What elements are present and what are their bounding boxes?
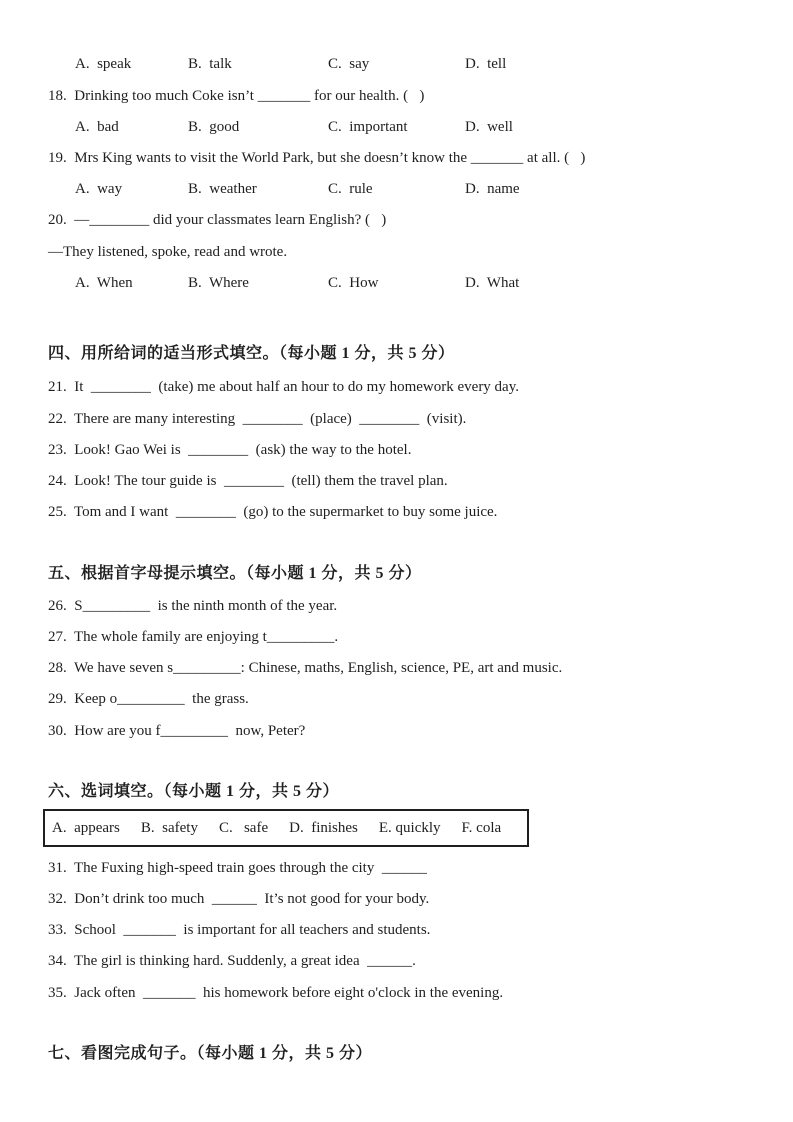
option-b: B. good [188, 119, 240, 135]
option-a: A. speak [75, 56, 132, 72]
option-d: D. name [465, 181, 520, 197]
option-d: D. tell [465, 56, 507, 72]
question-29: 29. Keep o_________ the grass. [48, 691, 249, 707]
word-bank-item: A. appears [52, 820, 120, 836]
question-20: 20. —________ did your classmates learn English? ( ) [48, 212, 387, 228]
option-b: B. Where [188, 275, 249, 291]
options-row-q17 [75, 54, 506, 74]
option-b: B. weather [188, 181, 257, 197]
section-5-heading: 五、根据首字母提示填空。（每小题 1 分，共 5 分） [48, 565, 422, 582]
question-34: 34. The girl is thinking hard. Suddenly, a great idea ______. [48, 953, 416, 969]
question-21: 21. It ________ (take) me about half an hour to do my homework every day. [48, 379, 519, 395]
question-20-reply: —They listened, spoke, read and wrote. [48, 244, 288, 260]
options-row-q18 [75, 117, 513, 137]
option-a: A. bad [75, 119, 119, 135]
word-bank-item: B. safety [140, 820, 198, 836]
options-row-q19 [75, 179, 520, 199]
question-18: 18. Drinking too much Coke isn’t _______ for our health. ( ) [48, 88, 425, 104]
question-33: 33. School _______ is important for all teachers and students. [48, 922, 431, 938]
question-26: 26. S_________ is the ninth month of the year. [48, 598, 338, 614]
option-d: D. well [465, 119, 513, 135]
options-row-q20 [75, 273, 519, 293]
question-19: 19. Mrs King wants to visit the World Park, but she doesn’t know the _______ at all. ( ) [48, 150, 586, 166]
option-c: C. How [328, 275, 379, 291]
option-d: D. What [465, 275, 520, 291]
option-b: B. talk [188, 56, 232, 72]
option-c: C. say [328, 56, 370, 72]
word-bank-item: D. finishes [289, 820, 358, 836]
question-30: 30. How are you f_________ now, Peter? [48, 723, 306, 739]
option-a: A. When [75, 275, 133, 291]
question-22: 22. There are many interesting ________ (place) ________ (visit). [48, 411, 467, 427]
word-bank-item: F. cola [461, 820, 502, 836]
section-6-heading: 六、选词填空。（每小题 1 分，共 5 分） [48, 783, 340, 800]
word-bank-item: E. quickly [378, 820, 441, 836]
section-7-heading: 七、看图完成句子。（每小题 1 分，共 5 分） [48, 1045, 373, 1062]
option-c: C. important [328, 119, 408, 135]
word-bank-item: C. safe [218, 820, 269, 836]
question-31: 31. The Fuxing high-speed train goes through the city ______ [48, 860, 427, 876]
section-4-heading: 四、用所给词的适当形式填空。（每小题 1 分，共 5 分） [48, 345, 455, 362]
question-35: 35. Jack often _______ his homework before eight o'clock in the evening. [48, 985, 504, 1001]
question-28: 28. We have seven s_________: Chinese, maths, English, science, PE, art and music. [48, 660, 563, 676]
question-23: 23. Look! Gao Wei is ________ (ask) the way to the hotel. [48, 442, 412, 458]
word-bank-box [43, 809, 529, 847]
question-32: 32. Don’t drink too much ______ It’s not good for your body. [48, 891, 430, 907]
option-c: C. rule [328, 181, 373, 197]
question-24: 24. Look! The tour guide is ________ (tell) them the travel plan. [48, 473, 448, 489]
option-a: A. way [75, 181, 123, 197]
question-25: 25. Tom and I want ________ (go) to the supermarket to buy some juice. [48, 504, 498, 520]
question-27: 27. The whole family are enjoying t_________. [48, 629, 339, 645]
